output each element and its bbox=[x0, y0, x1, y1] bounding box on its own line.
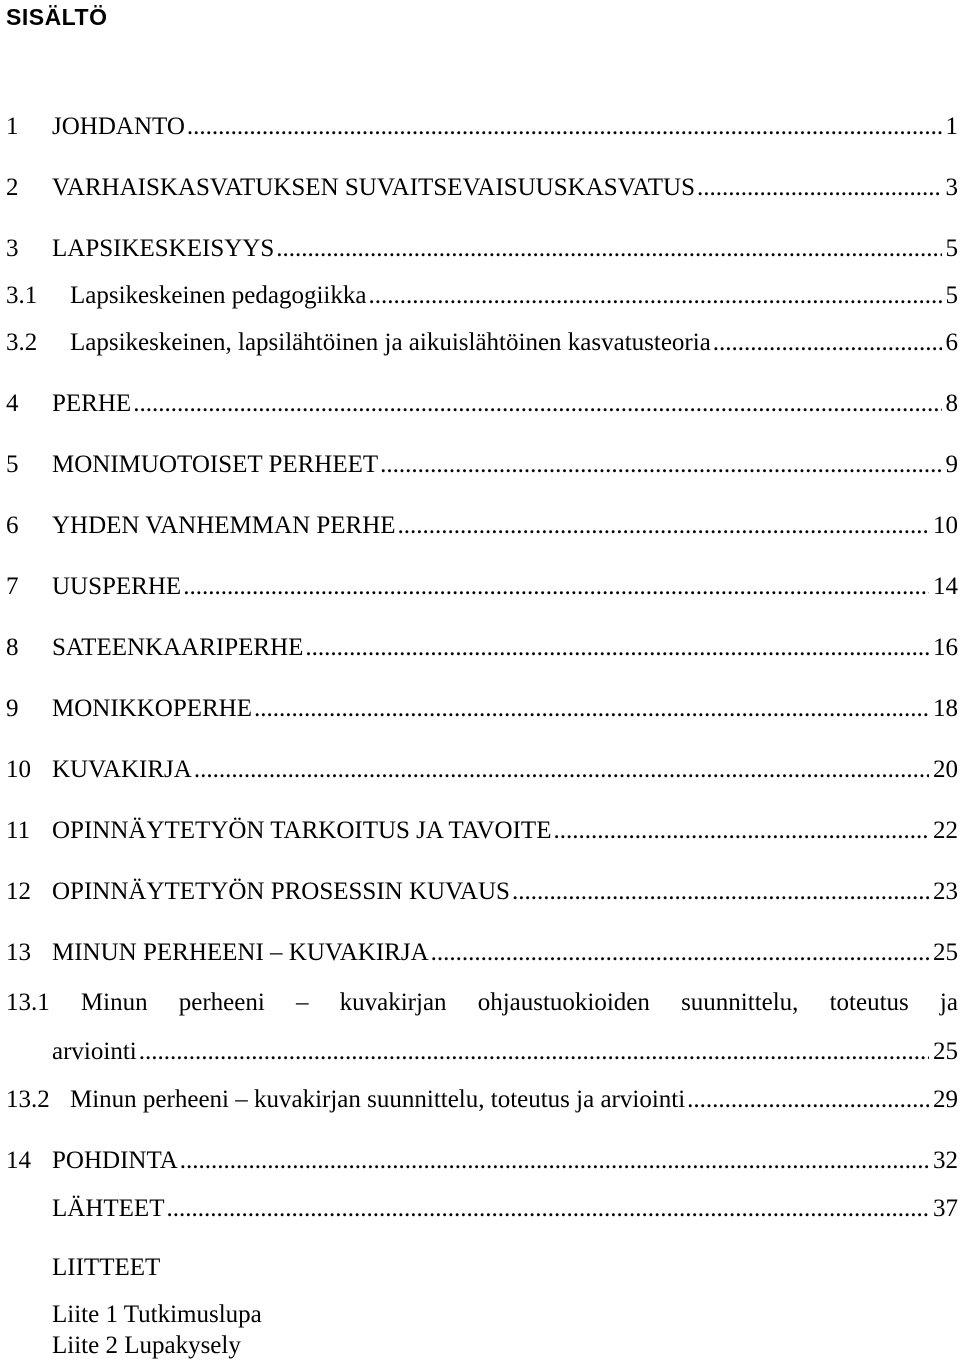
toc-entry-label: POHDINTA bbox=[52, 1147, 178, 1174]
toc-entry bbox=[6, 816, 958, 846]
toc-entry-page: 6 bbox=[945, 329, 958, 356]
toc-entry bbox=[6, 572, 958, 602]
toc-entry bbox=[6, 389, 958, 419]
toc-entry-number: 1 bbox=[6, 113, 19, 140]
toc-entry-page: 5 bbox=[945, 235, 958, 262]
toc-entry-number: 7 bbox=[6, 573, 19, 600]
toc-leader-dots bbox=[133, 389, 941, 419]
toc-entry bbox=[6, 450, 958, 480]
toc-leader-dots bbox=[398, 511, 929, 541]
toc-entry-word: ohjaustuokioiden bbox=[477, 989, 650, 1016]
toc-entry-label: OPINNÄYTETYÖN PROSESSIN KUVAUS bbox=[52, 878, 510, 905]
toc-entry-page: 37 bbox=[933, 1195, 958, 1222]
toc-entry-page: 20 bbox=[933, 756, 958, 783]
toc-subentry-line1 bbox=[6, 988, 958, 1018]
toc-entry bbox=[6, 694, 958, 724]
toc-entry-number: 2 bbox=[6, 174, 19, 201]
toc-leader-dots bbox=[276, 234, 941, 264]
toc-subentry bbox=[6, 328, 958, 358]
toc-entry-page: 10 bbox=[933, 512, 958, 539]
toc-entry-number: 11 bbox=[6, 817, 31, 844]
toc-entry bbox=[6, 877, 958, 907]
appendix-heading: LIITTEET bbox=[52, 1254, 161, 1281]
toc-entry-page: 22 bbox=[933, 817, 958, 844]
toc-leader-dots bbox=[368, 281, 941, 311]
toc-entry-label: Minun perheeni – kuvakirjan suunnittelu, toteutus ja arviointi bbox=[70, 1086, 686, 1113]
toc-entry-page: 14 bbox=[933, 573, 958, 600]
toc-subentry bbox=[6, 1085, 958, 1115]
toc-entry bbox=[6, 633, 958, 663]
toc-subentry-line2 bbox=[52, 1037, 958, 1067]
toc-entry-word: toteutus bbox=[829, 989, 909, 1016]
toc-entry-number: 4 bbox=[6, 390, 19, 417]
toc-leader-dots bbox=[139, 1037, 929, 1067]
toc-entry-word: – bbox=[295, 989, 309, 1016]
page-title: SISÄLTÖ bbox=[6, 4, 108, 30]
toc-entry-number: 5 bbox=[6, 451, 19, 478]
toc-entry-number: 3 bbox=[6, 235, 19, 262]
toc-entry-page: 25 bbox=[933, 939, 958, 966]
toc-entry-number: 10 bbox=[6, 756, 31, 783]
toc-entry-label: LÄHTEET bbox=[52, 1195, 165, 1222]
toc-entry-word: suunnittelu, bbox=[681, 989, 799, 1016]
toc-entry-label: Lapsikeskeinen, lapsilähtöinen ja aikuislähtöinen kasvatusteoria bbox=[70, 329, 711, 356]
appendix-item: Liite 1 Tutkimuslupa bbox=[52, 1301, 262, 1328]
appendix-item: Liite 2 Lupakysely bbox=[52, 1332, 241, 1359]
toc-entry-page: 1 bbox=[945, 113, 958, 140]
toc-entry bbox=[6, 511, 958, 541]
toc-entry-page: 23 bbox=[933, 878, 958, 905]
toc-entry-number: 13 bbox=[6, 939, 31, 966]
toc-entry-word: kuvakirjan bbox=[339, 989, 447, 1016]
toc-entry-page: 29 bbox=[933, 1086, 958, 1113]
toc-entry-label: MINUN PERHEENI – KUVAKIRJA bbox=[52, 939, 429, 966]
toc-entry bbox=[6, 173, 958, 203]
toc-entry bbox=[6, 755, 958, 785]
toc-entry-number: 13.2 bbox=[6, 1086, 50, 1113]
toc-leader-dots bbox=[254, 694, 929, 724]
toc-entry-label: MONIMUOTOISET PERHEET bbox=[52, 451, 379, 478]
toc-entry-label: arviointi bbox=[52, 1038, 137, 1065]
toc-entry bbox=[6, 938, 958, 968]
toc-entry-label: JOHDANTO bbox=[52, 113, 185, 140]
toc-entry-label: UUSPERHE bbox=[52, 573, 182, 600]
toc-entry-number: 8 bbox=[6, 634, 19, 661]
toc-entry-page: 32 bbox=[933, 1147, 958, 1174]
toc-entry-label: OPINNÄYTETYÖN TARKOITUS JA TAVOITE bbox=[52, 817, 552, 844]
toc-entry-label: PERHE bbox=[52, 390, 132, 417]
toc-entry-page: 5 bbox=[945, 282, 958, 309]
toc-entry-word: perheeni bbox=[178, 989, 265, 1016]
toc-leader-dots bbox=[512, 877, 929, 907]
toc-entry-label: Lapsikeskeinen pedagogiikka bbox=[70, 282, 367, 309]
toc-leader-dots bbox=[194, 755, 929, 785]
toc-entry-number: 3.2 bbox=[6, 329, 38, 356]
toc-entry-number: 3.1 bbox=[6, 282, 38, 309]
toc-leader-dots bbox=[431, 938, 929, 968]
toc-leader-dots bbox=[713, 328, 942, 358]
toc-leader-dots bbox=[183, 572, 929, 602]
toc-entry-page: 16 bbox=[933, 634, 958, 661]
toc-entry-label: KUVAKIRJA bbox=[52, 756, 192, 783]
toc-leader-dots bbox=[687, 1085, 929, 1115]
toc-entry-page: 25 bbox=[933, 1038, 958, 1065]
toc-entry-word: Minun bbox=[80, 989, 148, 1016]
toc-entry-label: SATEENKAARIPERHE bbox=[52, 634, 304, 661]
toc-leader-dots bbox=[553, 816, 929, 846]
toc-entry-number: 12 bbox=[6, 878, 31, 905]
toc-leader-dots bbox=[380, 450, 941, 480]
toc-entry-page: 8 bbox=[945, 390, 958, 417]
toc-entry-page: 3 bbox=[945, 174, 958, 201]
toc-entry-number: 9 bbox=[6, 695, 19, 722]
toc-entry-number: 13.1 bbox=[6, 989, 50, 1016]
toc-leader-dots bbox=[697, 173, 942, 203]
toc-leader-dots bbox=[305, 633, 929, 663]
toc-entry-label: MONIKKOPERHE bbox=[52, 695, 252, 722]
toc-entry bbox=[6, 1146, 958, 1176]
toc-entry bbox=[6, 112, 958, 142]
toc-entry-label: VARHAISKASVATUKSEN SUVAITSEVAISUUSKASVATUS bbox=[52, 174, 695, 201]
toc-leader-dots bbox=[187, 112, 942, 142]
toc-entry bbox=[6, 234, 958, 264]
toc-leader-dots bbox=[166, 1194, 929, 1224]
toc-entry-number: 14 bbox=[6, 1147, 31, 1174]
toc-entry-word: ja bbox=[939, 989, 958, 1016]
toc-entry-references bbox=[52, 1194, 958, 1224]
toc-entry-page: 9 bbox=[945, 451, 958, 478]
toc-subentry bbox=[6, 281, 958, 311]
toc-leader-dots bbox=[180, 1146, 929, 1176]
toc-entry-page: 18 bbox=[933, 695, 958, 722]
toc-entry-label: LAPSIKESKEISYYS bbox=[52, 235, 275, 262]
toc-entry-label: YHDEN VANHEMMAN PERHE bbox=[52, 512, 396, 539]
toc-entry-number: 6 bbox=[6, 512, 19, 539]
